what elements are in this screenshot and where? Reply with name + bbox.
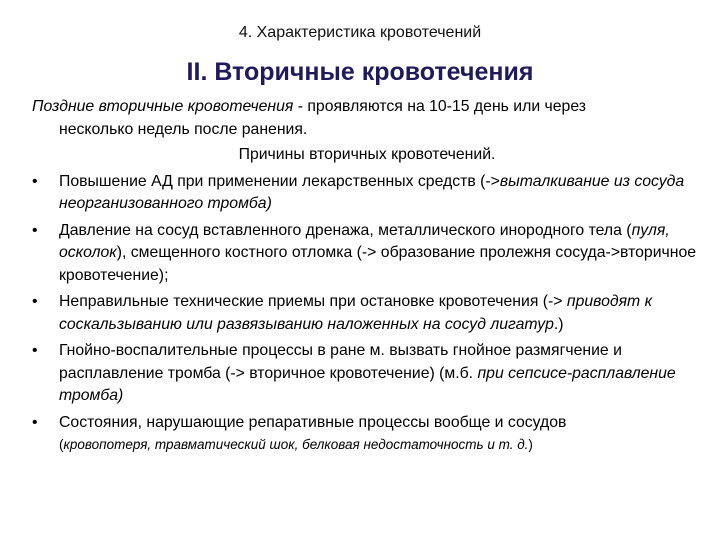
cause-item-5 <box>32 412 702 457</box>
cause-4-text: Гнойно-воспалительные процессы в ране м. вызвать гнойное размягчение и расплавление тромба (-> вторичное кровотечение) (м.б. <box>59 342 622 382</box>
cause-5-paren-close: ) <box>528 437 533 452</box>
cause-item-2 <box>32 220 702 288</box>
bullet-icon: • <box>32 172 38 190</box>
slide-body <box>32 96 702 461</box>
intro-paragraph <box>32 96 702 119</box>
cause-2-text-b: ), смещенного костного отломка (-> образование пролежня сосуда->вторичное кровотечение); <box>59 244 697 284</box>
cause-3-italic: приводят к соскальзыванию или развязыванию наложенных на сосуд лигатур <box>59 293 653 333</box>
causes-list <box>32 171 702 457</box>
bullet-icon: • <box>32 342 38 359</box>
cause-5-text: Состояния, нарушающие репаративные процессы вообще и сосудов <box>59 413 567 431</box>
cause-5-paren-open: ( <box>59 437 64 452</box>
causes-heading: Причины вторичных кровотечений. <box>238 146 496 163</box>
cause-item-1 <box>32 171 702 216</box>
cause-item-4 <box>32 340 702 408</box>
intro-continuation: несколько недель после ранения. <box>59 120 308 138</box>
bullet-icon: • <box>32 293 38 310</box>
intro-term: Поздние вторичные кровотечения <box>32 98 294 115</box>
cause-4-italic: при сепсисе-расплавление тромба) <box>59 364 676 404</box>
cause-2-italic: пуля, осколок <box>59 221 670 261</box>
bullet-icon: • <box>32 413 38 431</box>
cause-3-text-a: Неправильные технические приемы при остановке кровотечения (-> <box>59 293 567 310</box>
cause-1-text: Повышение АД при применении лекарственных средств (-> <box>59 172 500 190</box>
cause-1-italic: выталкивание из сосуда неорганизованного тромба) <box>59 172 685 212</box>
cause-5-italic: кровопотеря, травматический шок, белковая недостаточность и т. д. <box>63 437 529 452</box>
cause-3-text-b: .) <box>553 315 564 333</box>
intro-text-1: - проявляются на 10-15 день или через <box>293 98 587 115</box>
bullet-icon: • <box>32 221 38 239</box>
cause-item-3 <box>32 291 702 336</box>
cause-2-text-a: Давление на сосуд вставленного дренажа, металлического инородного тела ( <box>59 221 632 239</box>
section-header: 4. Характеристика кровотечений <box>238 24 482 41</box>
slide-title: II. Вторичные кровотечения <box>186 58 534 86</box>
